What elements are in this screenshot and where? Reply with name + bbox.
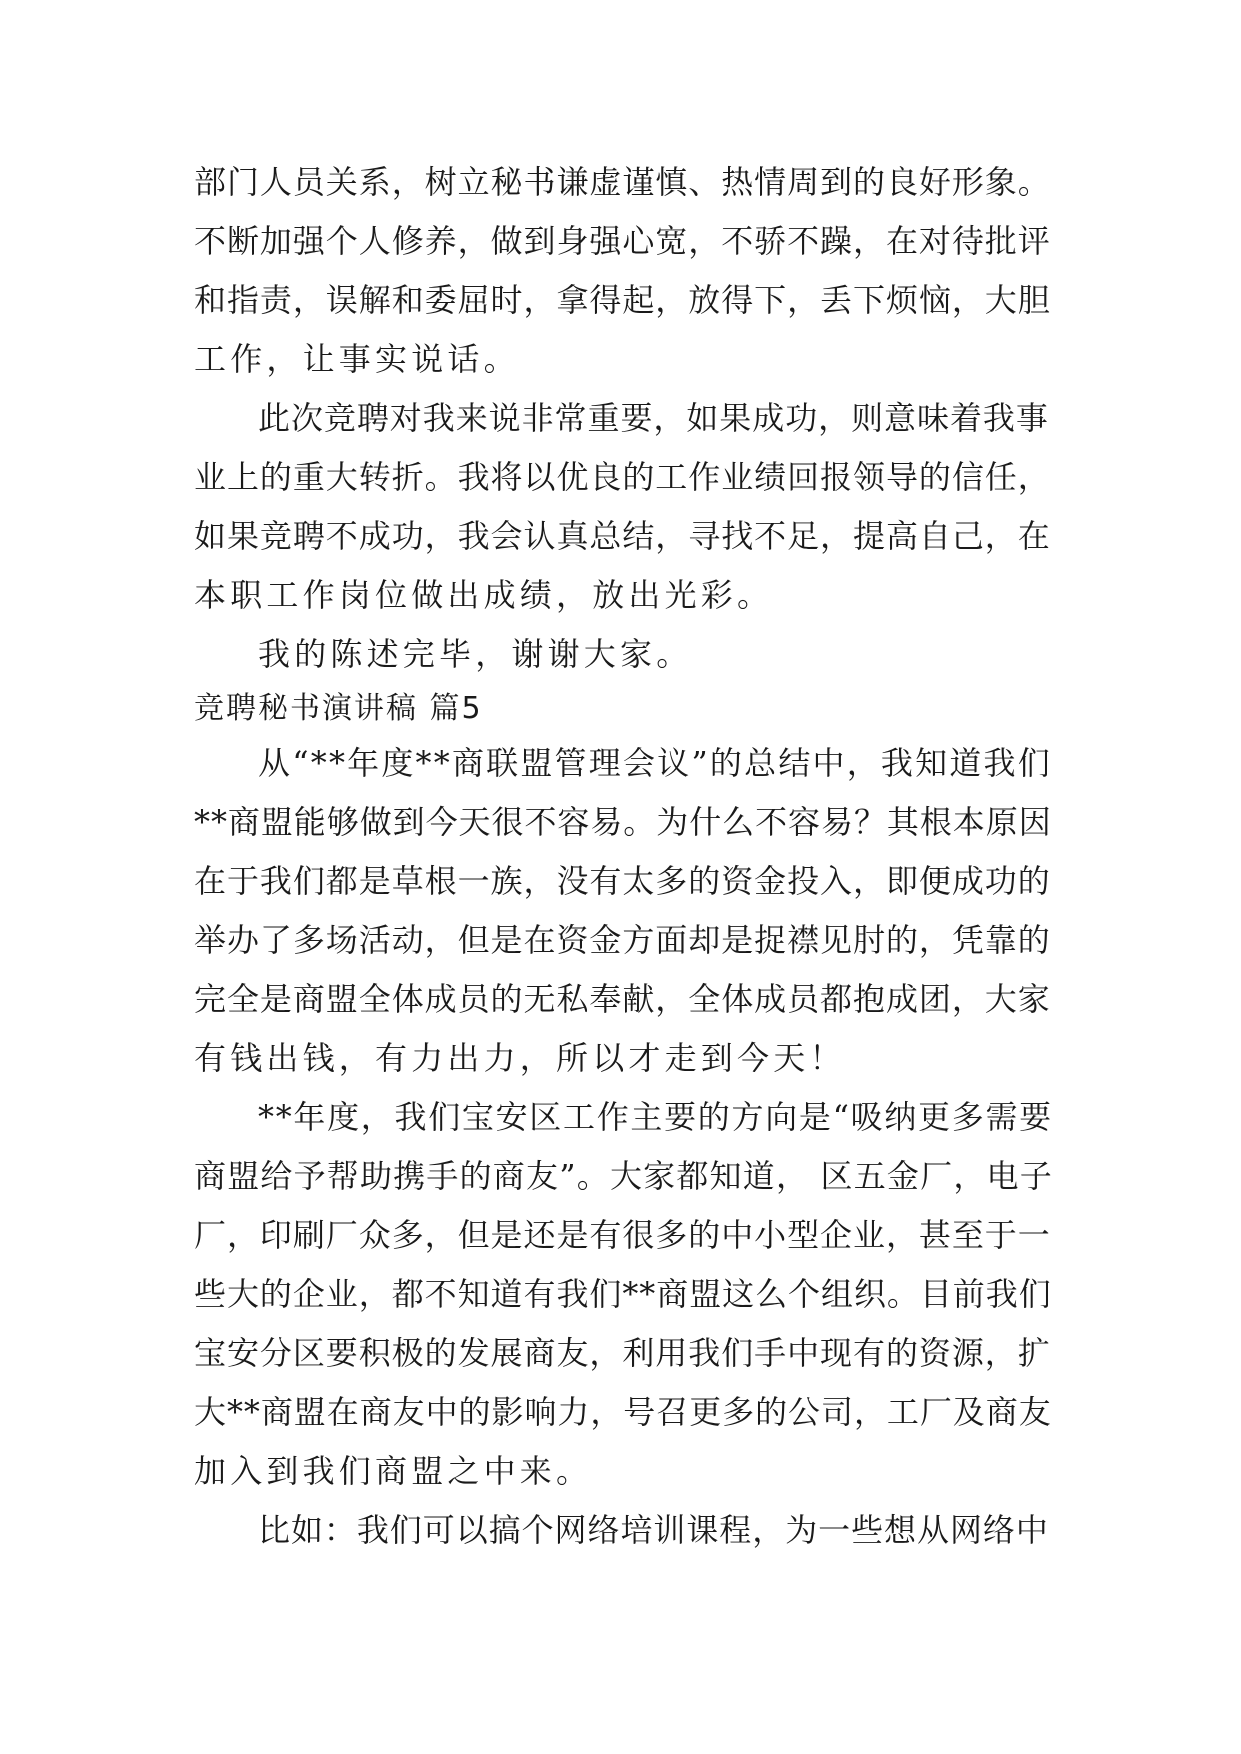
paragraph-line: 举办了多场活动，但是在资金方面却是捉襟见肘的，凭靠的 <box>194 921 1051 959</box>
document-body <box>194 153 1054 1560</box>
paragraph-line: 部门人员关系，树立秘书谦虚谨慎、热情周到的良好形象。 <box>194 163 1051 201</box>
paragraph-line: 宝安分区要积极的发展商友，利用我们手中现有的资源，扩 <box>194 1334 1051 1372</box>
paragraph-first-line: 比如：我们可以搞个网络培训课程，为一些想从网络中 <box>258 1511 1049 1549</box>
paragraph-line: 业上的重大转折。我将以优良的工作业绩回报领导的信任， <box>194 458 1051 496</box>
paragraph-line: 本职工作岗位做出成绩，放出光彩。 <box>194 576 774 614</box>
paragraph-line: 不断加强个人修养，做到身强心宽，不骄不躁，在对待批评 <box>194 222 1051 260</box>
paragraph-line: 大**商盟在商友中的影响力，号召更多的公司，工厂及商友 <box>194 1393 1052 1431</box>
paragraph-line: 厂，印刷厂众多，但是还是有很多的中小型企业，甚至于一 <box>194 1216 1051 1254</box>
paragraph-line: 商盟给予帮助携手的商友”。大家都知道， 区五金厂，电子 <box>194 1157 1053 1195</box>
paragraph-line: 些大的企业，都不知道有我们**商盟这么个组织。目前我们 <box>194 1275 1052 1313</box>
section-heading: 竞聘秘书演讲稿 篇5 <box>194 691 483 726</box>
paragraph-first-line: 此次竞聘对我来说非常重要，如果成功，则意味着我事 <box>258 399 1049 437</box>
paragraph-line: 加入到我们商盟之中来。 <box>194 1452 593 1490</box>
paragraph-line: 工作，让事实说话。 <box>194 340 520 378</box>
paragraph-line: 在于我们都是草根一族，没有太多的资金投入，即便成功的 <box>194 862 1051 900</box>
paragraph-first-line: **年度，我们宝安区工作主要的方向是“吸纳更多需要 <box>258 1098 1053 1136</box>
paragraph-line: 和指责，误解和委屈时，拿得起，放得下，丢下烦恼，大胆 <box>194 281 1051 319</box>
paragraph-line: **商盟能够做到今天很不容易。为什么不容易？其根本原因 <box>194 803 1052 841</box>
paragraph-first-line: 我的陈述完毕，谢谢大家。 <box>258 635 693 673</box>
paragraph-first-line: 从“**年度**商联盟管理会议”的总结中，我知道我们 <box>258 744 1052 782</box>
paragraph-line: 有钱出钱，有力出力，所以才走到今天！ <box>194 1039 846 1077</box>
paragraph-line: 如果竞聘不成功，我会认真总结，寻找不足，提高自己，在 <box>194 517 1051 555</box>
paragraph-line: 完全是商盟全体成员的无私奉献，全体成员都抱成团，大家 <box>194 980 1051 1018</box>
